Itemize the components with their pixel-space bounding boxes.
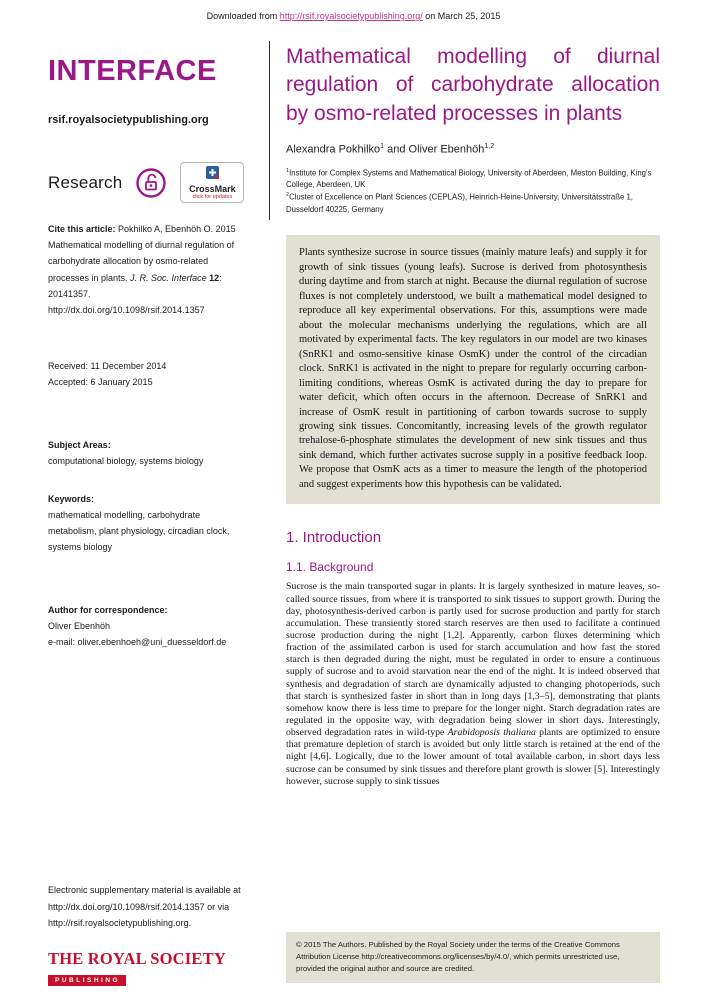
page-content (0, 21, 707, 993)
subject-areas-block (48, 437, 246, 469)
correspondence-name: Oliver Ebenhöh (48, 620, 111, 631)
affiliations-block (286, 167, 660, 217)
publisher-division-badge: PUBLISHING (48, 975, 126, 986)
title-block (269, 41, 660, 220)
keywords-block (48, 491, 246, 556)
article-title-line-3: by osmo-related processes in plants (286, 101, 623, 125)
citation-block (48, 221, 246, 318)
body-paragraph (286, 581, 660, 787)
subject-areas-value: computational biology, systems biology (48, 455, 204, 466)
article-title-line-2: regulation of carbohydrate allocation (286, 73, 660, 97)
cite-text: Pokhilko A, Ebenhöh O. 2015 Mathematical modelling of diurnal regulation of carbohydrate allocation by osmo-related processes in plants. (48, 224, 236, 283)
article-title (286, 43, 660, 128)
esm-text-1: Electronic supplementary material is available at (48, 885, 241, 896)
body-text-1: Sucrose is the main transported sugar in plants. It is largely synthesized in mature leaves, so-called source tissues, from where it is transported to sink tissues to support growth. During the day, photosynthesis-derived carbon is partly used for sucrose production and partly for starch accumulation. These transiently stored starch reserves are then used to facilitate a continued sucrose production during the night [1,2]. Apparently, carbon fluxes determining which fraction of the assimilated carbon is used for starch accumulation and how fast the stored starch is then degraded during the night, must be regulated in order to ensure a continuous supply of sucrose and to avoid starvation near the end of the night. It is indeed observed that synthesis and degradation of starch are dynamically adjusted to changing photoperiods, such that starch is synthesized faster in short than in long days [1,3–5], demonstrating that plants somehow know there is less time to prepare for the longer night. Starch degradation rates are regulated in the opposite way, with degradation being slower in short days. Interestingly, observed degradation rates in wild-type (286, 581, 660, 739)
download-notice (0, 0, 707, 21)
article-type-row (48, 162, 246, 203)
author-1-affiliation-mark: 1 (380, 143, 385, 151)
keywords-value: mathematical modelling, carbohydrate metabolism, plant physiology, circadian clock, systems biology (48, 510, 230, 553)
article-main (286, 41, 660, 993)
crossmark-logo-icon (206, 166, 219, 183)
publisher-logo (48, 949, 246, 987)
article-type-label: Research (48, 172, 123, 192)
correspondence-block (48, 602, 246, 651)
authors-separator: and (384, 143, 409, 156)
subject-areas-label: Subject Areas: (48, 439, 111, 450)
license-text-2: , which permits unrestricted use, provided the original author and source are credited. (296, 952, 620, 974)
body-text-2: plants are optimized to ensure that premature depletion of starch is avoided but only little starch is retained at the end of the night [4,6]. Logically, due to the lower amount of total available carbon, in short days less sucrose can be consumed by sink tissues and therefore plant growth is slower [5]. Interestingly however, sucrose supply to sink tissues (286, 727, 660, 787)
open-access-icon (135, 167, 167, 199)
accepted-date: Accepted: 6 January 2015 (48, 377, 153, 388)
cite-doi-link[interactable]: http://dx.doi.org/10.1098/rsif.2014.1357 (48, 304, 205, 315)
author-2-name: Oliver Ebenhöh (408, 143, 485, 156)
history-dates (48, 358, 246, 390)
abstract-box: Plants synthesize sucrose in source tissues (mainly mature leafs) and supply it for growth of sink tissues (young leafs). Sucrose is derived from photosynthesis during daytime and from starch at night. Because the diurnal regulation of sucrose fluxes is not completely understood, we built a mathematical model designed to reproduce all key experimental observations. For this, assumptions were made about the molecular mechanisms underlying the regulations, which are all motivated by experimental facts. The key regulators in our model are two kinases (SnRK1 and osmo-sensitive kinase OsmK) under the control of the circadian clock. SnRK1 is activated in the night to prepare for regularly occurring carbon-limiting conditions, whereas OsmK is activated during the day to prepare for water deficit, which often occurs in the afternoon. Decrease of SnRK1 and increase of OsmK result in partitioning of carbon towards sucrose to supply growing sink tissues. Concomitantly, increasing levels of the growth regulator trehalose-6-phosphate stimulates the development of new sink tissues and thus sink demand, which further activates sucrose supply in a positive feedback loop. We propose that OsmK acts as a timer to measure the length of the photoperiod and suggest experiments how this hypothesis can be validated. (286, 235, 660, 504)
crossmark-subtitle: click for updates (192, 194, 233, 200)
download-notice-link[interactable]: http://rsif.royalsocietypublishing.org/ (279, 11, 423, 21)
journal-site-url[interactable]: rsif.royalsocietypublishing.org (48, 114, 209, 126)
section-heading-introduction: 1. Introduction (286, 529, 382, 547)
subsection-heading-background: 1.1. Background (286, 560, 374, 575)
affiliation-2-text: Cluster of Excellence on Plant Sciences (CEPLAS), Heinrich-Heine-University, Universitätsstraße 1, Dusseldorf 40225, Germany (286, 193, 633, 215)
cite-journal-name: J. R. Soc. Interface (130, 272, 207, 283)
cite-volume: 12 (206, 272, 220, 283)
esm-text-2: or via (204, 901, 230, 912)
cite-label: Cite this article: (48, 224, 116, 234)
correspondence-label: Author for correspondence: (48, 604, 168, 615)
article-title-line-1: Mathematical modelling of diurnal (286, 45, 660, 68)
download-notice-prefix: Downloaded from (206, 11, 280, 21)
author-1-name: Alexandra Pokhilko (286, 143, 381, 156)
journal-logo: INTERFACE (48, 55, 217, 87)
correspondence-email[interactable]: e-mail: oliver.ebenhoeh@uni_duesseldorf.de (48, 637, 227, 647)
keywords-label: Keywords: (48, 493, 95, 504)
received-date: Received: 11 December 2014 (48, 361, 167, 372)
license-text-1: © 2015 The Authors. Published by the Royal Society under the terms of the Creative Commons Attribution License (296, 940, 620, 962)
crossmark-title: CrossMark (189, 184, 236, 194)
publisher-name: THE ROYAL SOCIETY (48, 949, 226, 968)
download-notice-suffix: on March 25, 2015 (422, 11, 501, 21)
affiliation-2-mark: 2 (286, 192, 290, 199)
journal-sidebar (48, 41, 246, 993)
esm-site-link[interactable]: http://rsif.royalsocietypublishing.org. (48, 917, 192, 928)
affiliation-1-mark: 1 (286, 167, 290, 174)
affiliation-2 (286, 191, 660, 216)
affiliation-1-text: Institute for Complex Systems and Mathematical Biology, University of Aberdeen, Meston Building, King's College, Aberdeen, UK (286, 168, 652, 190)
cite-pages: : 20141357. (48, 272, 222, 299)
esm-doi-link[interactable]: http://dx.doi.org/10.1098/rsif.2014.1357 (48, 901, 205, 912)
license-link[interactable]: http://creativecommons.org/licenses/by/4.0/ (361, 952, 510, 962)
license-box (286, 932, 660, 983)
crossmark-badge[interactable] (180, 162, 244, 203)
supplementary-material-note (48, 882, 246, 931)
author-2-affiliation-mark: 1,2 (484, 143, 495, 151)
authors-line (286, 143, 660, 156)
affiliation-1 (286, 167, 660, 192)
body-species-name: Arabidoposis thaliana (447, 727, 536, 739)
